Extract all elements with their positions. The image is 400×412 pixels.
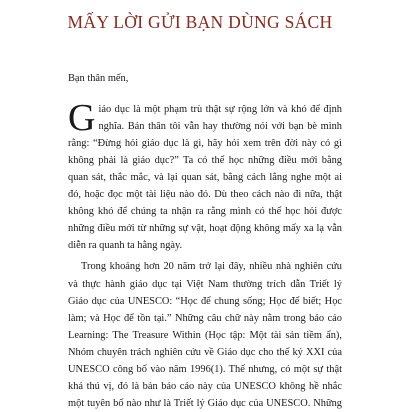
- p1-line: những điều mới từ những sự vật, hoạt động không mấy xa lạ vẫn: [68, 223, 342, 235]
- p2-line: Trong khoảng hơn 20 năm trở lại đây, nhiều nhà nghiên cứu: [81, 261, 342, 273]
- paragraph-1: [68, 101, 342, 254]
- p1-line: rằng: “Đừng hỏi giáo dục là gì, hãy hỏi xem trên đời này có gì: [68, 138, 342, 150]
- p2-line: và thực hành giáo dục tại Việt Nam thường trích dẫn Triết lý: [68, 278, 342, 290]
- p2-line: Giáo dục của UNESCO: “Học để chung sống; Học để biết; Học: [68, 295, 342, 307]
- p2-line: một tuyên bố nào như là Triết lý Giáo dục của UNESCO. Những: [68, 397, 342, 409]
- p1-line: không phải là giáo dục?” Ta có thể học những điều mới bằng: [68, 155, 342, 167]
- salutation: Bạn thân mến,: [68, 73, 129, 84]
- p2-line: Learning: The Treasure Within (Học tập: Một tài sản tiềm ẩn),: [68, 329, 342, 341]
- p2-line: làm; và Học để tồn tại.” Những câu chữ này nằm trong báo cáo: [68, 312, 342, 324]
- p1-line: nghĩa. Bản thân tôi vẫn hay thường nói với bạn bè mình: [98, 121, 342, 133]
- p1-line: diễn ra quanh ta hằng ngày.: [68, 240, 183, 252]
- p1-line: không khó để chúng ta nhận ra rằng mình có thể học hỏi được: [68, 206, 342, 218]
- paragraph-2: [68, 258, 342, 411]
- p1-line: quan sát, thắc mắc, và lại quan sát, bằng cách lắng nghe một ai: [68, 172, 342, 184]
- p1-line: đó, hoặc đọc một tài liệu nào đó. Dù theo cách nào đi nữa, thật: [68, 189, 342, 201]
- page-title: MẤY LỜI GỬI BẠN DÙNG SÁCH: [67, 12, 333, 32]
- p2-line: Nhóm chuyên trách nghiên cứu về Giáo dục cho thế kỷ XXI của: [68, 346, 342, 358]
- body-text: [68, 70, 342, 412]
- p2-line: UNESCO công bố vào năm 1996(1). Thế nhưng, có một sự thật: [68, 363, 342, 375]
- p2-line: khá thú vị, đó là bản báo cáo này của UNESCO không hề nhắc: [68, 380, 342, 392]
- p1-line: iáo dục là một phạm trù thật sự rộng lớn và khó để định: [98, 104, 342, 116]
- drop-cap: G: [68, 101, 96, 140]
